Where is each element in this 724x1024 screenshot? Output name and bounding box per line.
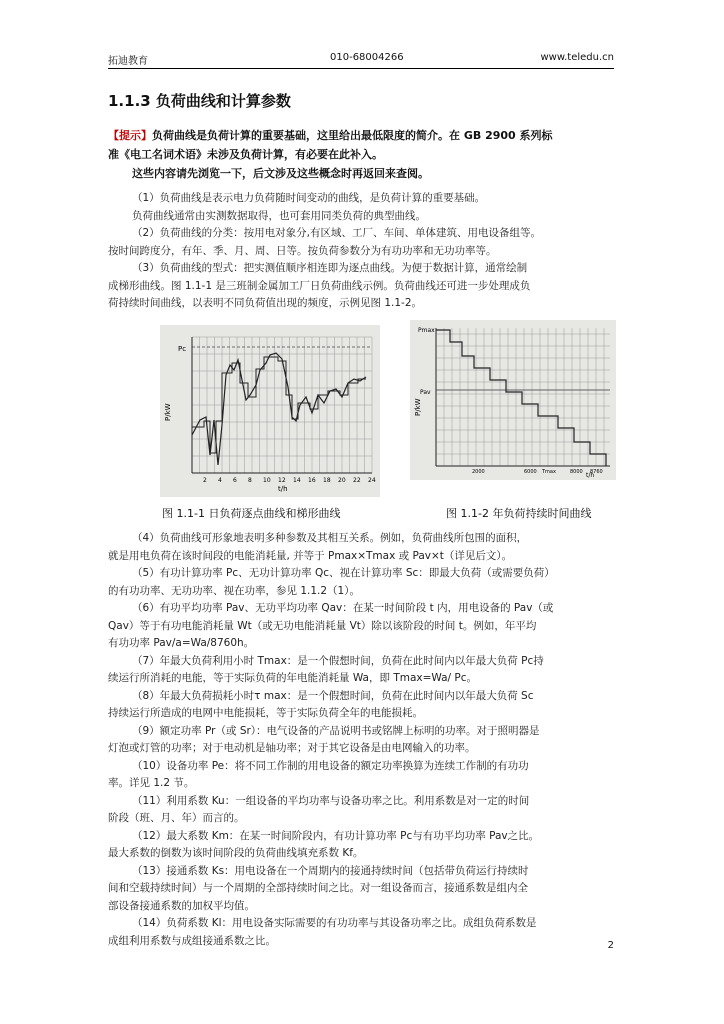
tip-tag: 【提示】	[108, 129, 152, 142]
paragraph-line: （10）设备功率 Pe：将不同工作制的用电设备的额定功率换算为连续工作制的有功功	[132, 759, 529, 772]
paragraph-line: 率。详见 1.2 节。	[108, 777, 195, 789]
paragraph-line: 的有功功率、无功功率、视在功率，参见 1.1.2（1）。	[108, 584, 360, 597]
paragraph-line: （2）负荷曲线的分类：按用电对象分,有区域、工厂、车间、单体建筑、用电设备组等。	[132, 227, 542, 239]
figure-1-x-tick: 24	[368, 477, 376, 484]
figure-2-pav-label: Pav	[420, 389, 431, 396]
paragraph-line: 最大系数的倒数为该时间阶段的负荷曲线填充系数 Kf。	[108, 847, 364, 859]
figure-1-x-tick: 12	[278, 477, 286, 484]
paragraph-line: 按时间跨度分，有年、季、月、周、日等。按负荷参数分为有功功率和无功功率等。	[108, 244, 497, 257]
figure-1-x-tick: 18	[323, 477, 331, 484]
paragraph-line: （3）负荷曲线的型式：把实测值顺序相连即为逐点曲线。为便于数据计算，通常绘制	[132, 262, 528, 274]
figure-2-image	[410, 320, 616, 480]
figure-2-caption: 图 1.1-2 年负荷持续时间曲线	[446, 507, 592, 520]
paragraph-line: （7）年最大负荷利用小时 Tmax：是一个假想时间，负荷在此时间内以年最大负荷 Pc持	[132, 654, 544, 667]
paragraph-line: （12）最大系数 Km：在某一时间阶段内，有功计算功率 Pc与有功平均功率 Pav之比。	[132, 829, 540, 842]
paragraph-line: Qav）等于有功电能消耗量 Wt（或无功电能消耗量 Vt）除以该阶段的时间 t。例如，年平均	[108, 619, 537, 632]
paragraph-line: 续运行所消耗的电能，等于实际负荷的年电能消耗量 Wa，即 Tmax=Wa/ Pc。	[108, 672, 478, 684]
paragraph-line: 阶段（班、月、年）而言的。	[108, 812, 245, 824]
figure-1-x-tick: 6	[233, 477, 237, 484]
paragraph-line: 持续运行所造成的电网中电能损耗，等于实际负荷全年的电能损耗。	[108, 707, 423, 719]
paragraph-line: 间和空载持续时间）与一个周期的全部持续时间之比。对一组设备而言，接通系数是组内全	[108, 882, 528, 894]
figure-1-plot	[160, 325, 380, 497]
figure-2-duration-curve	[436, 330, 606, 466]
paragraph-line: （11）利用系数 Ku：一组设备的平均功率与设备功率之比。利用系数是对一定的时间	[132, 794, 530, 807]
paragraph-line: （1）负荷曲线是表示电力负荷随时间变动的曲线，是负荷计算的重要基础。	[132, 192, 486, 204]
figure-1-x-tick: 4	[218, 477, 222, 484]
figure-2-x-tick: Tmax	[542, 469, 556, 475]
paragraph-line: 有功功率 Pav/a=Wa/8760h。	[108, 637, 255, 649]
figure-2-x-tick: 2000	[472, 469, 485, 475]
figure-1-xlabel: t/h	[278, 485, 288, 493]
figure-2-xlabel: t/h	[586, 472, 595, 479]
figure-1-x-tick: 8	[248, 477, 252, 484]
paragraph-line: （8）年最大负荷损耗小时τ max：是一个假想时间，负荷在此时间内以年最大负荷 Sc	[132, 689, 534, 702]
header-org: 拓迪教育	[108, 56, 148, 67]
figure-1-x-tick: 2	[203, 477, 207, 484]
header-phone: 010-68004266	[330, 52, 404, 63]
figure-1-pc-label: Pc	[178, 345, 187, 353]
paragraph-line: （9）额定功率 Pr（或 Sr）：电气设备的产品说明书或铭牌上标明的功率。对于照明器是	[132, 724, 540, 737]
paragraph-line: 负荷曲线通常由实测数据取得，也可套用同类负荷的典型曲线。	[132, 209, 426, 222]
paragraph-line: 部设备接通系数的加权平均值。	[108, 899, 255, 912]
paragraph-line: 成梯形曲线。图 1.1-1 是三班制金属加工厂日负荷曲线示例。负荷曲线还可进一步处理成负	[108, 279, 531, 292]
figure-1-caption: 图 1.1-1 日负荷逐点曲线和梯形曲线	[162, 507, 341, 520]
figure-2-x-tick: 8760	[590, 469, 603, 475]
paragraph-line: （13）接通系数 Ks：用电设备在一个周期内的接通持续时间（包括带负荷运行持续时	[132, 864, 529, 877]
figure-1-image	[160, 325, 380, 497]
paragraph-line: 灯泡或灯管的功率；对于电动机是轴功率；对于其它设备是由电网输入的功率。	[108, 742, 476, 754]
section-title: 1.1.3 负荷曲线和计算参数	[108, 92, 291, 110]
figure-2-x-tick: 8000	[570, 469, 583, 475]
figure-1-ylabel: P/kW	[164, 403, 172, 421]
paragraph-line: 荷持续时间曲线，以表明不同负荷值出现的频度，示例见图 1.1-2。	[108, 297, 423, 309]
figure-2-pmax-label: Pmax	[418, 327, 435, 334]
tip-line-1: 负荷曲线是负荷计算的重要基础，这里给出最低限度的简介。在 GB 2900 系列标	[152, 129, 553, 142]
figure-2-x-tick: 6000	[524, 469, 537, 475]
figure-1-x-tick: 10	[263, 477, 271, 484]
figure-1-x-tick: 22	[353, 477, 361, 484]
figure-1-x-tick: 14	[293, 477, 301, 484]
figure-1-point-curve	[192, 353, 366, 465]
paragraph-line: （14）负荷系数 Kl：用电设备实际需要的有功功率与其设备功率之比。成组负荷系数是	[132, 917, 537, 929]
paragraph-line: 成组利用系数与成组接通系数之比。	[108, 934, 276, 947]
tip-block	[108, 126, 618, 183]
tip-line-3: 这些内容请先浏览一下，后文涉及这些概念时再返回来查阅。	[132, 167, 429, 180]
figure-1-x-tick: 16	[308, 477, 316, 484]
figure-2-plot	[410, 320, 616, 480]
page-header	[108, 50, 614, 69]
header-website: www.teledu.cn	[540, 52, 614, 63]
figure-2-ylabel: P/kW	[414, 398, 422, 416]
tip-line-2: 准《电工名词术语》未涉及负荷计算，有必要在此补入。	[108, 148, 383, 161]
figure-1-x-tick: 20	[338, 477, 346, 484]
paragraph-line: （5）有功计算功率 Pc、无功计算功率 Qc、视在计算功率 Sc：即最大负荷（或需要负荷）	[132, 567, 555, 579]
paragraph-line: 就是用电负荷在该时间段的电能消耗量, 并等于 Pmax×Tmax 或 Pav×t（详见后文）。	[108, 549, 513, 562]
page-number: 2	[607, 940, 614, 951]
paragraph-line: （6）有功平均功率 Pav、无功平均功率 Qav：在某一时间阶段 t 内，用电设备的 Pav（或	[132, 602, 554, 614]
paragraph-line: （4）负荷曲线可形象地表明多种参数及其相互关系。例如，负荷曲线所包围的面积，	[132, 532, 528, 544]
